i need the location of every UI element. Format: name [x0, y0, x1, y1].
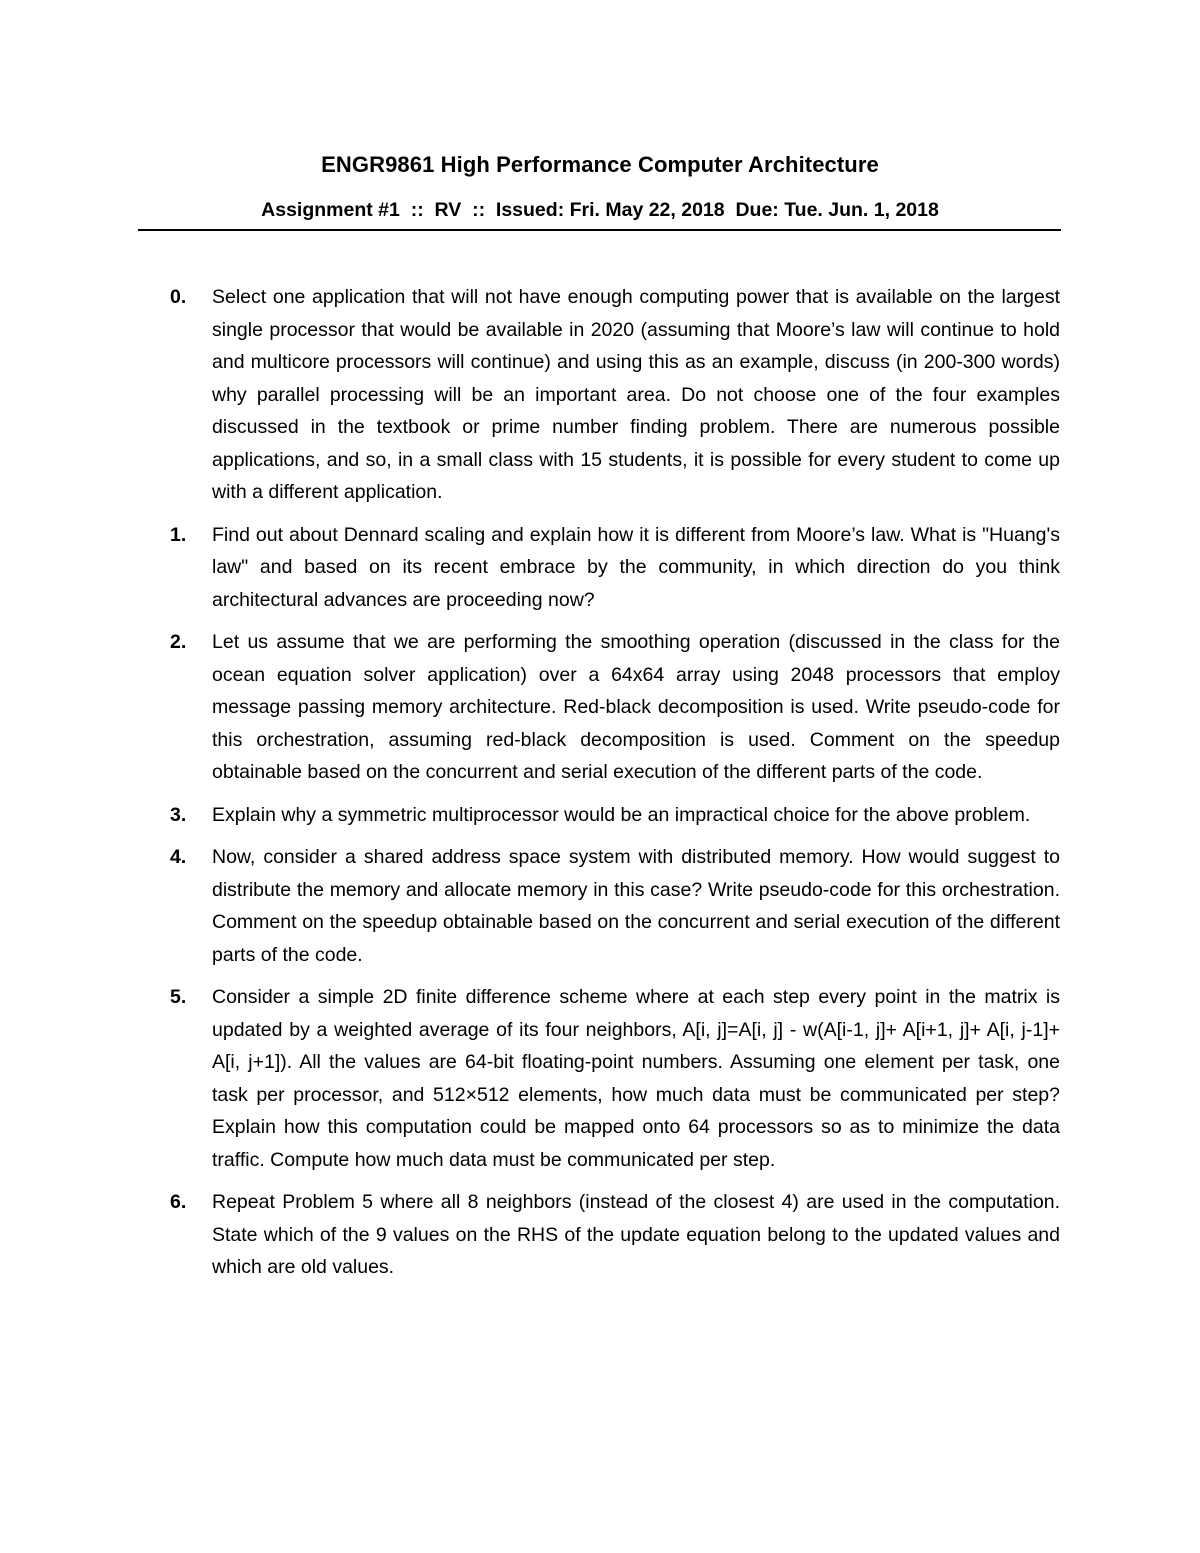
question-number: 1.: [170, 523, 187, 546]
question-text: Let us assume that we are performing the smoothing operation (discussed in the class for the ocean equation solver application) over a 64x64 array using 2048 processors that employ message passing memory architecture. Red-black decomposition is used. Write pseudo-code for this orchestration, assuming red-black decomposition is used. Comment on the speedup obtainable based on the concurrent and serial execution of the different parts of the code.: [212, 631, 1060, 783]
question-number: 0.: [170, 286, 187, 308]
question-1: [0, 519, 1200, 617]
question-text: Now, consider a shared address space system with distributed memory. How would suggest to distribute the memory and allocate memory in this case? Write pseudo-code for this orchestration. Comment on the speedup obtainable based on the concurrent and serial execution of the different parts of the code.: [212, 846, 1060, 966]
assignment-info: Assignment #1 :: RV :: Issued: Fri. May 22, 2018 Due: Tue. Jun. 1, 2018: [261, 199, 939, 221]
question-number: 4.: [170, 846, 187, 868]
question-text: Consider a simple 2D finite difference scheme where at each step every point in the matrix is updated by a weighted average of its four neighbors, A[i, j]=A[i, j] - w(A[i-1, j]+ A[i+1, j]+ A[i, j-1]+ A[i, j+1]). All the values are 64-bit floating-point numbers. Assuming one element per task, one task per processor, and 512×512 elements, how much data must be communicated per step? Explain how this computation could be mapped onto 64 processors so as to minimize the data traffic. Compute how much data must be communicated per step.: [212, 986, 1060, 1171]
question-6: [0, 1186, 1200, 1284]
question-text: Explain why a symmetric multiprocessor would be an impractical choice for the above problem.: [212, 803, 1031, 826]
question-list: [0, 281, 1200, 1294]
question-number: 6.: [170, 1191, 187, 1213]
question-text: Find out about Dennard scaling and explain how it is different from Moore’s law. What is "Huang's law" and based on its recent embrace by the community, in which direction do you think architectural advances are proceeding now?: [212, 523, 1060, 611]
question-number: 2.: [170, 631, 187, 653]
question-text: Select one application that will not have enough computing power that is available on the largest single processor that would be available in 2020 (assuming that Moore’s law will continue to hold and multicore processors will continue) and using this as an example, discuss (in 200-300 words) why parallel processing will be an important area. Do not choose one of the four examples discussed in the textbook or prime number finding problem. There are numerous possible applications, and so, in a small class with 15 students, it is possible for every student to come up with a different application.: [212, 286, 1060, 503]
document-title: ENGR9861 High Performance Computer Architecture: [321, 152, 879, 177]
question-number: 5.: [170, 986, 187, 1008]
question-3: [0, 799, 1200, 832]
question-4: [0, 841, 1200, 971]
question-5: [0, 981, 1200, 1176]
header-divider: [138, 229, 1061, 231]
question-2: [0, 626, 1200, 789]
question-number: 3.: [170, 803, 187, 826]
question-text: Repeat Problem 5 where all 8 neighbors (instead of the closest 4) are used in the computation. State which of the 9 values on the RHS of the update equation belong to the updated values and which are old values.: [212, 1191, 1060, 1278]
question-0: [0, 281, 1200, 509]
